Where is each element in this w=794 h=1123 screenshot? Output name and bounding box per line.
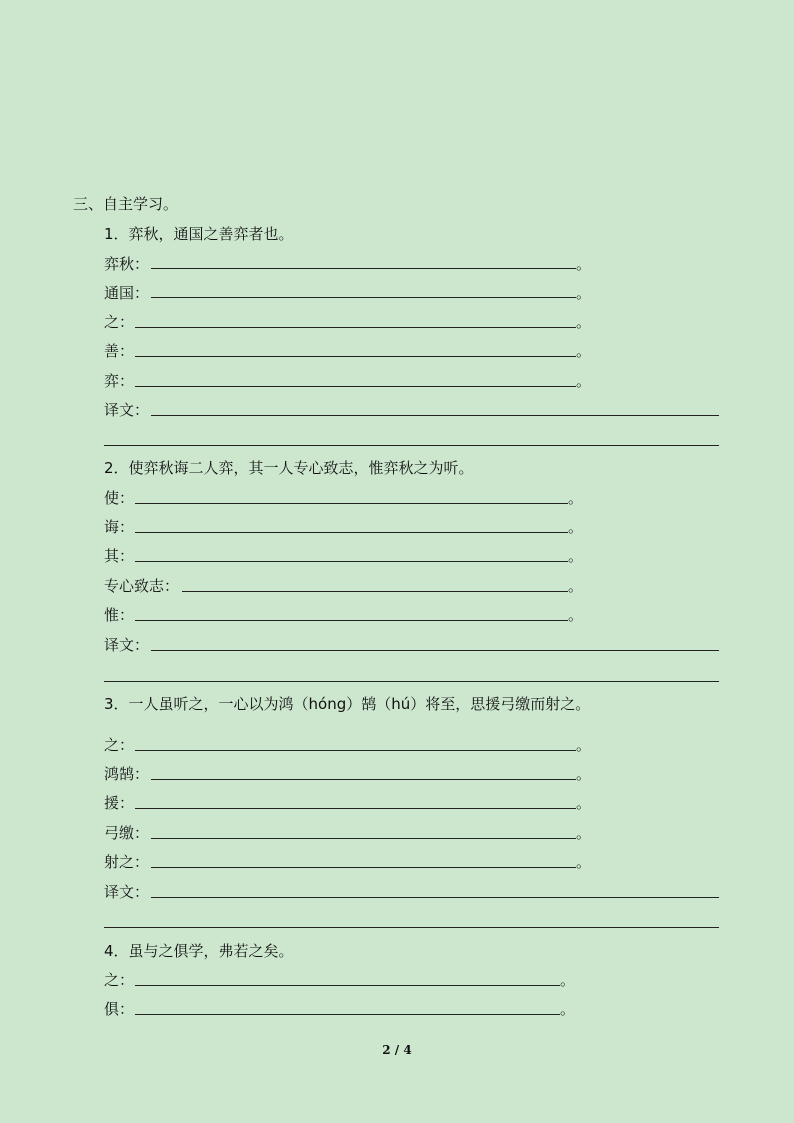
label-yiwen-3: 译文： — [104, 883, 150, 901]
period: 。 — [576, 342, 592, 360]
answer-line-yiwen-2a[interactable] — [151, 650, 719, 651]
answer-line-shezhi[interactable] — [151, 867, 576, 868]
period: 。 — [576, 794, 592, 812]
answer-line-yi[interactable] — [135, 386, 576, 387]
period: 。 — [568, 489, 584, 507]
answer-line-yuan[interactable] — [135, 808, 576, 809]
answer-line-wei[interactable] — [135, 620, 568, 621]
answer-line-yiwen-3b[interactable] — [104, 927, 719, 928]
period: 。 — [568, 606, 584, 624]
label-yiwen-2: 译文： — [104, 636, 150, 654]
answer-line-zhi-4[interactable] — [135, 985, 560, 986]
label-honghu: 鸿鹄： — [104, 765, 150, 783]
answer-line-qi[interactable] — [135, 561, 568, 562]
label-zhi-4: 之： — [104, 971, 135, 989]
page-number: 2 / 4 — [382, 1043, 412, 1057]
label-gongzhuo: 弓缴： — [104, 824, 150, 842]
answer-line-ju[interactable] — [135, 1014, 560, 1015]
label-zhi-3: 之： — [104, 736, 135, 754]
answer-line-shan[interactable] — [135, 356, 576, 357]
section-title: 三、自主学习。 — [73, 195, 179, 213]
label-zhi-1: 之： — [104, 313, 135, 331]
period: 。 — [560, 971, 576, 989]
sentence-3: 3．一人虽听之，一心以为鸿（hóng）鹄（hú）将至，思援弓缴而射之。 — [104, 695, 591, 713]
label-tongguo: 通国： — [104, 284, 150, 302]
answer-line-hui[interactable] — [135, 532, 568, 533]
answer-line-yiwen-2b[interactable] — [104, 681, 719, 682]
label-yiqiu: 弈秋： — [104, 255, 150, 273]
answer-line-zhi-1[interactable] — [135, 327, 576, 328]
period: 。 — [568, 518, 584, 536]
period: 。 — [576, 313, 592, 331]
answer-line-honghu[interactable] — [151, 779, 576, 780]
period: 。 — [568, 547, 584, 565]
label-yiwen-1: 译文： — [104, 401, 150, 419]
answer-line-gongzhuo[interactable] — [151, 838, 576, 839]
answer-line-zhi-3[interactable] — [135, 750, 576, 751]
answer-line-yiqiu[interactable] — [151, 268, 576, 269]
period: 。 — [576, 255, 592, 273]
label-yi: 弈： — [104, 372, 135, 390]
answer-line-yiwen-3a[interactable] — [151, 897, 719, 898]
period: 。 — [560, 1000, 576, 1018]
label-wei: 惟： — [104, 606, 135, 624]
sentence-4: 4．虽与之俱学，弗若之矣。 — [104, 942, 294, 960]
label-shan: 善： — [104, 342, 135, 360]
label-qi: 其： — [104, 547, 135, 565]
period: 。 — [576, 736, 592, 754]
sentence-2: 2．使弈秋诲二人弈，其一人专心致志，惟弈秋之为听。 — [104, 459, 474, 477]
answer-line-yiwen-1b[interactable] — [104, 445, 719, 446]
answer-line-yiwen-1a[interactable] — [151, 415, 719, 416]
period: 。 — [576, 284, 592, 302]
answer-line-zhuanxin[interactable] — [182, 591, 568, 592]
answer-line-shi[interactable] — [135, 503, 568, 504]
label-zhuanxin: 专心致志： — [104, 577, 180, 595]
label-shi: 使： — [104, 489, 135, 507]
label-hui: 诲： — [104, 518, 135, 536]
label-shezhi: 射之： — [104, 853, 150, 871]
label-yuan: 援： — [104, 794, 135, 812]
label-ju: 俱： — [104, 1000, 135, 1018]
period: 。 — [576, 824, 592, 842]
period: 。 — [576, 372, 592, 390]
period: 。 — [576, 765, 592, 783]
period: 。 — [568, 577, 584, 595]
sentence-1: 1．弈秋，通国之善弈者也。 — [104, 225, 294, 243]
answer-line-tongguo[interactable] — [151, 297, 576, 298]
period: 。 — [576, 853, 592, 871]
